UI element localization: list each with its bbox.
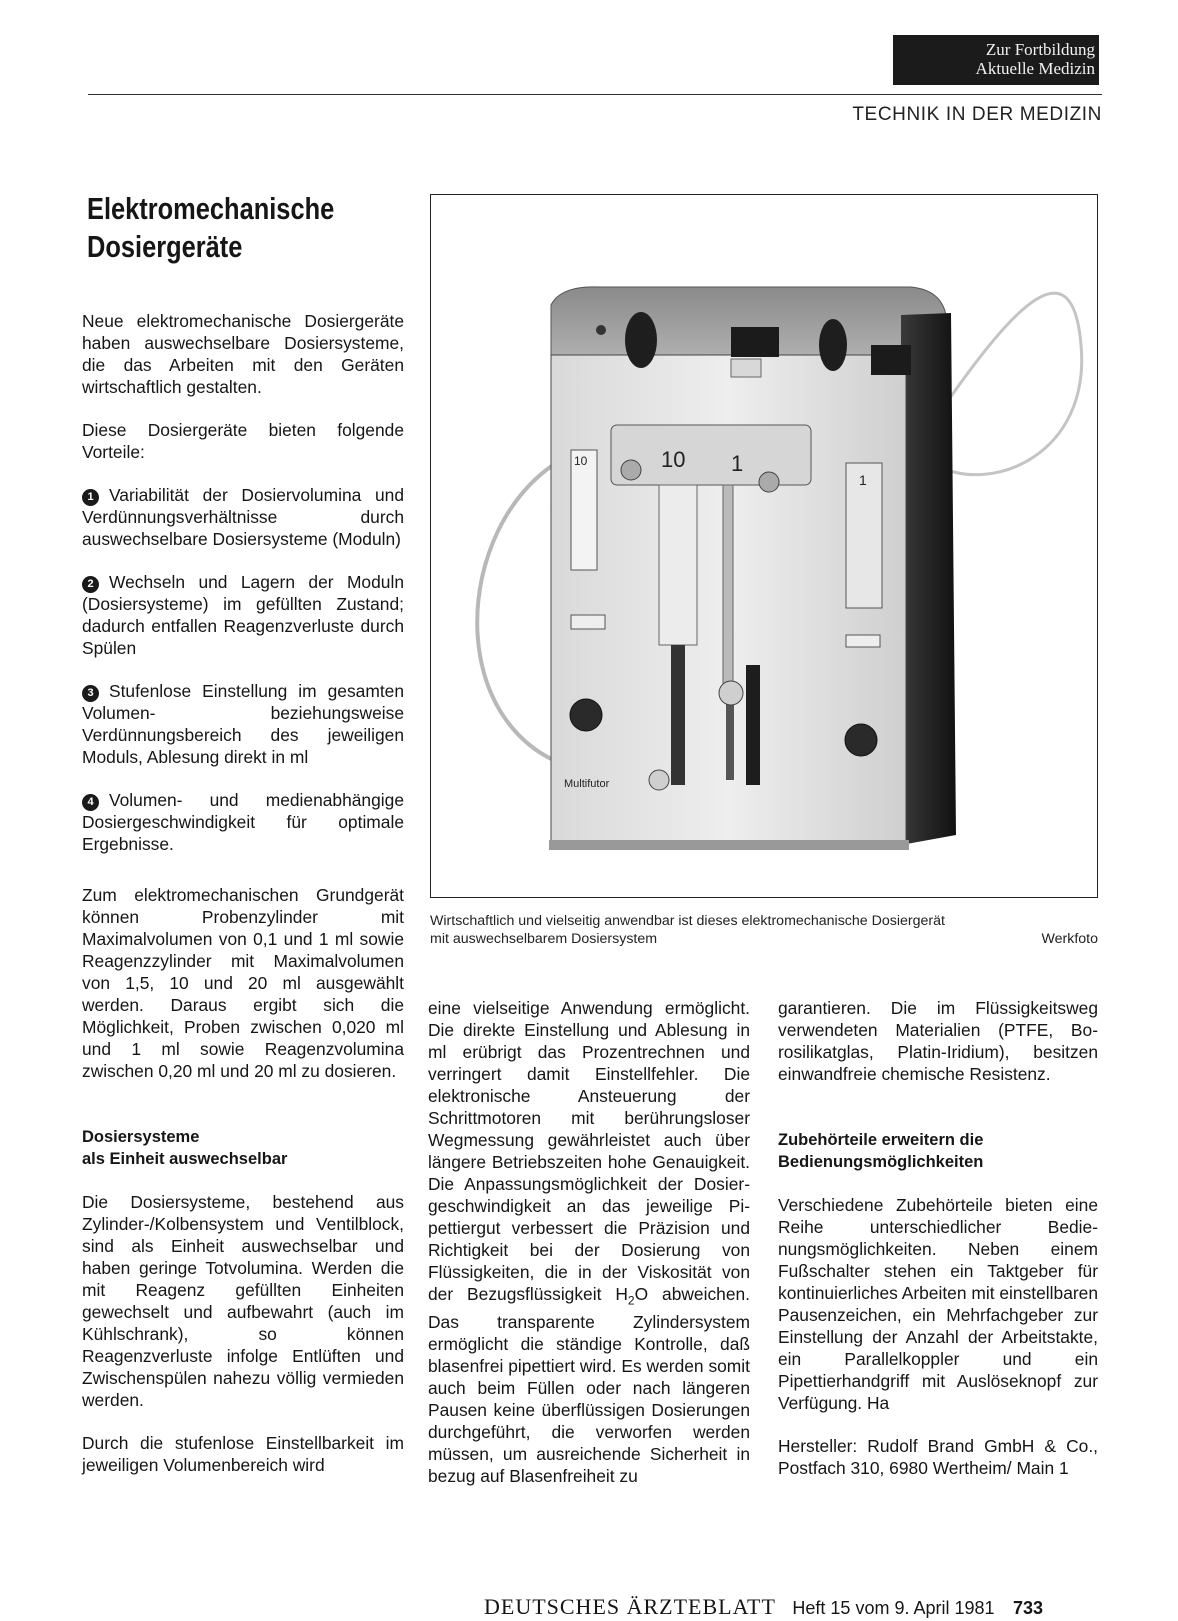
section-title: TECHNIK IN DER MEDIZIN [852,104,1102,125]
advantage-item [82,680,404,768]
rubric-line-2: Aktuelle Medizin [975,59,1095,78]
paragraph-grundgeraet: Zum elektromechanischen Grundgerät können Probenzylinder mit Maximalvolumen von 0,1 und 1 ml sowie Reagenzzylinder mit Maximalvolumen von 1,5, 10 und 20 ml ausgewählt werden. Daraus ergibt sich die Möglichkeit, Proben zwischen 0,020 ml und 1 ml sowie Reagenzvolumina zwischen 0,20 ml und 20 ml zu dosieren. [82,885,404,1081]
paragraph-zubehoer: Verschiedene Zubehörteile bieten eine Reihe unterschiedlicher Bedienungsmöglichkeiten. Neben einem Fußschalter stehen ein Taktgeber für kontinuierliches Arbeiten mit einstellbaren Pausenzeichen, ein Mehrfachgeber zur Einstellung der Anzahl der Arbeitstakte, ein Parallelkoppler und ein Pipettierhandgriff mit Auslöseknopf zur Verfügung. Ha [778,1195,1098,1413]
paragraph-stufenlos: Durch die stufenlose Einstellbarkeit im jeweiligen Volumenbereich wird [82,1433,404,1475]
top-indicator [731,359,761,377]
paragraph-materials: garantieren. Die im Flüssigkeitsweg verwendeten Materialien (PTFE, Borosilikatglas, Platin-Iridium), besitzen einwandfreie chemische Resistenz. [778,998,1098,1084]
cylinder-reagent [723,485,733,685]
panel-right [846,635,880,647]
dial-knob-left [570,699,602,731]
paragraph-middle-part-b: O abweichen. Das transparente Zylindersystem ermöglicht die ständige Kontrolle, daß blasenfrei pipettiert wird. Es werden somit auch beim Füllen oder nach längeren Pausen keine überflüssigen Dosierungen durchgeführt, die verworfen werden müssen, um ausreichende Sicherheit in bezug auf Blasenfreiheit zu [428,1284,751,1487]
slot-right [746,665,760,785]
rubric-badge [893,35,1099,85]
paragraph-middle [428,997,750,1487]
subscript-2: 2 [627,1293,635,1308]
caption-line-1: Wirtschaftlich und vielseitig anwendbar ist dieses elektromechanische Dosiergerät [430,913,945,929]
issue-info: Heft 15 vom 9. April 1981 [792,1598,995,1618]
article-title [87,190,358,266]
dial-label-right: 1 [731,451,744,476]
page-number: 733 [1012,1598,1044,1618]
panel-left [571,615,605,629]
column-left [82,310,404,1497]
photo-credit: Werkfoto [1041,931,1098,947]
subheading-line-2: als Einheit auswechselbar [82,1150,288,1168]
device-photo [430,194,1098,898]
valve-block [611,425,811,485]
scale-left-label: 10 [574,454,588,468]
subheading-dosiersysteme [82,1126,404,1170]
device-brand-label: Multifutor [564,778,610,790]
header-rule [88,94,1102,95]
paragraph-hersteller: Hersteller: Rudolf Brand GmbH & Co., Postfach 310, 6980 Wertheim/ Main 1 [778,1436,1098,1478]
dial-knob-right [845,724,877,756]
dial-label-left: 10 [661,447,686,472]
number-badge-icon: 4 [82,794,99,811]
intro-paragraph: Neue elektromechanische Dosiergeräte haben auswechselbare Dosiersysteme, die das Arbeiten mit den Geräten wirtschaftlich gestalten. [82,311,404,397]
number-badge-icon: 2 [82,576,99,593]
figure-caption [430,912,1098,948]
housing-base [549,840,909,850]
advantage-item [82,484,404,550]
power-lamp [596,325,606,335]
rubric-line-1: Zur Fortbildung [985,40,1095,59]
top-knob-left [625,312,657,368]
advantage-text: Wechseln und Lagern der Moduln (Dosiersysteme) im gefüllten Zustand; dadurch entfallen Reagenzverluste durch Spülen [82,572,404,658]
advantage-text: Volumen- und medienabhängige Dosiergeschwindigkeit für optimale Ergebnisse. [82,790,404,854]
cylinder-sample [659,485,697,645]
top-knob-right [819,319,847,371]
subheading-zubehoer [778,1129,1098,1173]
piston-rod-left [671,645,685,785]
advantage-item [82,571,404,659]
number-badge-icon: 3 [82,685,99,702]
advantage-text: Variabilität der Dosiervolumina und Verdünnungsverhältnisse durch auswechselbare Dosiersysteme (Moduln) [82,485,404,549]
journal-name: DEUTSCHES ÄRZTEBLATT [484,1594,776,1619]
column-right [778,997,1098,1500]
top-button-right [871,345,911,375]
paragraph-middle-part-a: eine vielseitige Anwendung ermöglicht. Die direkte Einstellung und Ablesung in ml erübrigt das Prozentrechnen und verringert damit Einstellfehler. Die elektronische Ansteuerung der Schrittmotoren mit berührungsloser Wegmessung gewährleistet auch über längere Betriebszeiten hohe Genauigkeit. Die Anpassungsmöglichkeit der Dosiergeschwindigkeit an das jeweilige Pipettiergut verbessert die Präzision und Richtigkeit bei der Dosierung von Flüssigkeiten, die in der Viskosität von der Bezugsflüssigkeit H [428,998,750,1304]
subheading-line-1: Dosiersysteme [82,1128,200,1146]
title-line-2: Dosiergeräte [87,229,243,264]
housing-side [901,313,956,845]
scale-right-label: 1 [859,472,867,488]
number-badge-icon: 1 [82,489,99,506]
scale-left [571,450,597,570]
page-footer [484,1594,1104,1620]
caption-line-2: mit auswechselbarem Dosiersystem [430,931,658,947]
top-switch [731,327,779,357]
paragraph-dosiersysteme: Die Dosiersysteme, bestehend aus Zylinder-/Kolbensystem und Ventilblock, sind als Einheit auswechselbar und haben geringe Totvolumina. Werden die mit Reagenz gefüllten Einheiten gewechselt und aufbewahrt (auch im Kühlschrank), so können Reagenzverluste infolge Entlüften und Zwischenspülen nahezu völlig vermieden werden. [82,1192,404,1410]
advantage-text: Stufenlose Einstellung im gesamten Volumen- beziehungsweise Verdünnungsbereich des jeweiligen Moduls, Ablesung direkt in ml [82,681,404,767]
caption-row-2 [430,930,1098,948]
title-line-1: Elektromechanische [87,191,335,226]
intro-advantages: Diese Dosiergeräte bieten folgende Vorteile: [82,420,404,462]
dosing-device-illustration [431,195,1096,896]
advantage-item [82,789,404,855]
column-middle [428,997,750,1508]
subheading-line-2: Bedienungsmöglichkeiten [778,1153,984,1171]
subheading-line-1: Zubehörteile erweitern die [778,1131,984,1149]
